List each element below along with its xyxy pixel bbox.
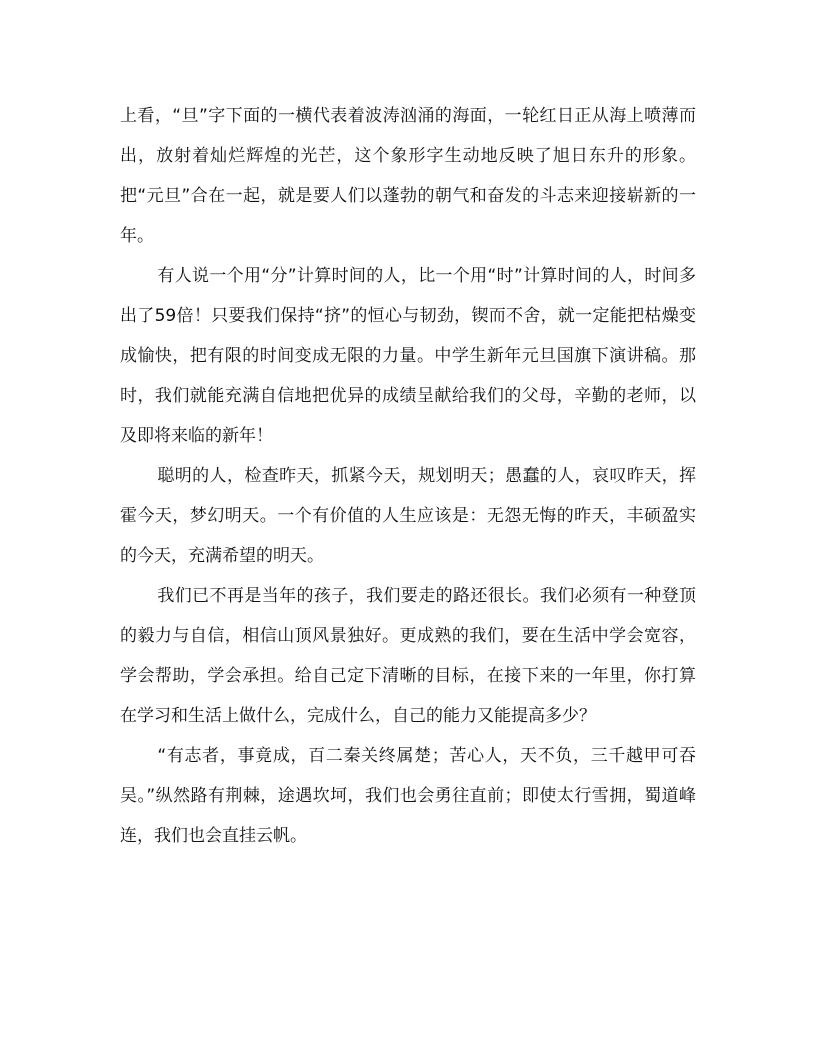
paragraph-2: 有人说一个用“分”计算时间的人，比一个用“时”计算时间的人，时间多出了59倍！只要我们保持“挤”的恒心与韧劲，锲而不舍，就一定能把枯燥变成愉快，把有限的时间变成无限的力量。中学生新年元旦国旗下演讲稿。那时，我们就能充满自信地把优异的成绩呈献给我们的父母，辛勤的老师，以及即将来临的新年！	[120, 266, 696, 446]
paragraph-5: “有志者，事竟成，百二秦关终属楚；苦心人，天不负，三千越甲可吞吴。”纵然路有荆棘，途遇坎坷，我们也会勇往直前；即使太行雪拥，蜀道峰连，我们也会直挂云帆。	[120, 746, 696, 846]
document-body	[120, 96, 696, 856]
paragraph-4: 我们已不再是当年的孩子，我们要走的路还很长。我们必须有一种登顶的毅力与自信，相信山顶风景独好。更成熟的我们，要在生活中学会宽容，学会帮助，学会承担。给自己定下清晰的目标，在接下来的一年里，你打算在学习和生活上做什么，完成什么，自己的能力又能提高多少？	[120, 586, 696, 726]
paragraph-1: 上看，“旦”字下面的一横代表着波涛汹涌的海面，一轮红日正从海上喷薄而出，放射着灿烂辉煌的光芒，这个象形字生动地反映了旭日东升的形象。把“元旦”合在一起，就是要人们以蓬勃的朝气和奋发的斗志来迎接崭新的一年。	[120, 106, 696, 246]
paragraph-3: 聪明的人，检查昨天，抓紧今天，规划明天；愚蠢的人，哀叹昨天，挥霍今天，梦幻明天。一个有价值的人生应该是：无怨无悔的昨天，丰硕盈实的今天，充满希望的明天。	[120, 466, 696, 566]
